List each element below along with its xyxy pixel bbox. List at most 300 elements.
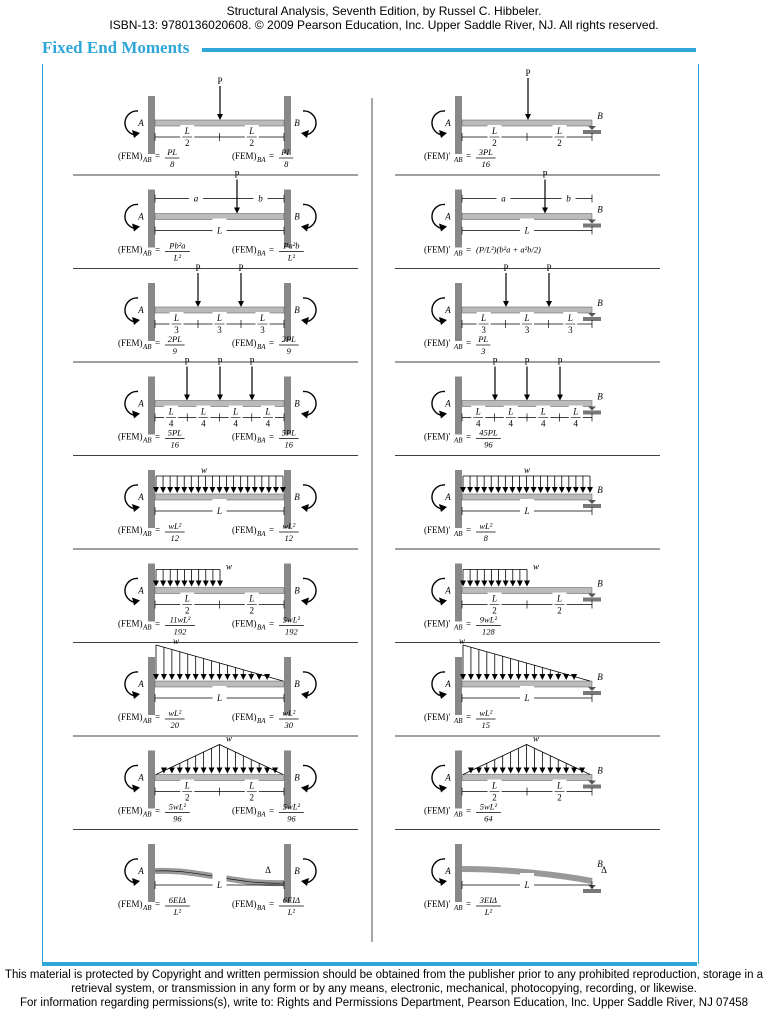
load-label: w [172,636,180,646]
end-b-label: B [597,672,603,682]
load-label: P [249,356,255,367]
dim-line [155,312,284,336]
end-b-label: B [294,118,300,128]
svg-text:16: 16 [170,439,180,450]
dim-line [155,686,284,710]
svg-text:4: 4 [265,418,271,429]
moment-b-arrow [301,672,316,699]
svg-text:PL: PL [478,334,489,344]
svg-text:4: 4 [201,418,206,429]
dim-line [462,219,592,243]
dim-line [155,593,284,617]
svg-text:L²: L² [287,252,296,263]
svg-text:16: 16 [284,439,294,450]
svg-text:AB: AB [143,810,152,819]
svg-text:AB: AB [143,623,152,632]
end-b-label: B [294,211,300,222]
svg-text:2PL: 2PL [281,334,296,344]
svg-text:L: L [540,406,546,417]
svg-text:2: 2 [492,138,497,148]
svg-text:L: L [491,780,498,791]
svg-text:L: L [216,225,223,236]
dim-line [462,499,592,523]
roller-support [588,126,596,130]
svg-text:=: = [155,151,161,161]
end-b-label: B [294,866,300,876]
svg-text:L: L [216,880,223,890]
beam [462,120,592,126]
svg-text:=: = [269,899,275,909]
wall-b [284,751,291,809]
wall-b [284,844,291,902]
dim-line [462,406,592,430]
svg-text:4: 4 [508,418,513,429]
svg-text:(FEM): (FEM) [118,525,143,535]
end-a-label: A [138,118,144,128]
svg-text:(FEM): (FEM) [118,338,143,348]
svg-text:(FEM)': (FEM)' [424,618,451,629]
svg-text:(P/L²)(b²a + a²b/2): (P/L²)(b²a + a²b/2) [476,244,541,255]
roller-support [588,313,596,317]
fem-ba [232,708,299,730]
svg-text:(FEM)': (FEM)' [424,244,451,255]
svg-text:L²: L² [173,907,182,917]
svg-text:L: L [491,593,498,604]
svg-text:AB: AB [454,810,463,819]
load-label: w [200,465,208,475]
svg-text:192: 192 [285,626,298,637]
svg-text:(FEM)': (FEM)' [424,151,451,161]
end-b-label: B [597,204,603,215]
wall-a [455,377,462,435]
roller-support [588,220,596,224]
end-a-label: A [138,211,144,222]
row-4-propped [424,357,603,450]
svg-text:=: = [466,525,472,535]
svg-text:AB: AB [454,249,463,258]
wall-b [284,190,291,248]
svg-text:4: 4 [541,418,546,429]
svg-text:5wL²: 5wL² [168,801,187,812]
svg-text:(FEM)': (FEM)' [424,712,451,722]
svg-text:L: L [481,313,487,323]
svg-text:=: = [155,805,161,816]
table-grid [73,98,660,942]
svg-text:=: = [269,151,275,161]
svg-text:2: 2 [249,605,254,616]
svg-text:64: 64 [484,813,493,824]
svg-text:L: L [249,126,255,136]
fem-ab-prime [424,615,501,637]
svg-text:BA: BA [257,436,266,445]
bottom-rule [42,962,697,966]
row-3-propped [424,263,603,356]
svg-text:L²: L² [287,907,296,917]
row-6-fixed-fixed [118,562,316,637]
fem-ba [232,241,304,263]
svg-text:wL²: wL² [282,521,296,531]
svg-text:BA: BA [257,249,266,258]
row-9-propped [424,844,607,917]
wall-a [148,283,155,341]
triangular-load [153,645,283,681]
svg-text:BA: BA [257,156,266,164]
wall-a [148,751,155,809]
svg-text:=: = [466,712,472,722]
load-label: P [184,356,190,367]
load-label: P [238,263,244,273]
point-load [546,273,552,307]
page-title: Fixed End Moments [42,38,190,57]
end-b-label: B [597,391,603,402]
dim-line [155,873,284,897]
svg-text:L: L [249,593,255,604]
row-6-propped [424,562,603,637]
svg-text:L: L [173,313,180,323]
svg-text:=: = [466,431,472,442]
svg-text:3: 3 [260,325,265,335]
svg-text:5wL²: 5wL² [282,801,301,812]
svg-text:BA: BA [257,717,266,725]
load-label: P [542,169,548,180]
svg-text:PL: PL [281,147,292,157]
end-a-label: A [138,679,144,689]
end-b-label: B [597,298,603,308]
point-load [217,86,223,120]
wall-b [284,657,291,715]
svg-text:3EIΔ: 3EIΔ [479,895,498,905]
load-label: P [525,68,531,78]
wall-a [148,190,155,248]
svg-text:PL: PL [167,147,178,157]
row-7-fixed-fixed [118,636,316,730]
load-label: P [492,356,498,367]
wall-a [148,96,155,154]
end-a-label: A [138,866,144,876]
svg-text:3: 3 [481,346,486,356]
fem-ab [118,615,195,637]
end-b-label: B [597,111,603,121]
end-a-label: A [138,305,144,315]
svg-text:AB: AB [143,343,152,351]
svg-text:=: = [155,712,161,722]
svg-text:(FEM): (FEM) [232,525,257,535]
table-cells [118,68,607,917]
svg-text:(FEM): (FEM) [118,431,143,442]
wall-a [148,564,155,622]
end-b-label: B [597,578,603,589]
dim-line [155,780,284,804]
wall-b [284,283,291,341]
moment-b-arrow [301,859,316,886]
svg-text:4: 4 [573,418,578,429]
svg-text:AB: AB [454,436,463,445]
roller-support [588,500,596,504]
svg-text:3PL: 3PL [478,147,493,157]
svg-text:(FEM)': (FEM)' [424,899,451,909]
svg-text:(FEM)': (FEM)' [424,338,451,348]
svg-text:AB: AB [143,249,152,258]
svg-text:AB: AB [143,530,152,538]
svg-text:L²: L² [173,252,182,263]
svg-text:AB: AB [454,343,463,351]
symmetric-triangular-load [463,745,590,775]
dim-a [462,187,545,211]
footer-line-3: For information regarding permissions(s), write to: Rights and Permissions Department, Pearson Education, Inc. Upper Saddle River, NJ 07458 [19,997,749,1009]
wall-b [284,564,291,622]
svg-text:wL²: wL² [479,521,493,531]
svg-text:4: 4 [476,418,481,429]
end-a-label: A [445,866,451,876]
svg-text:128: 128 [482,626,495,637]
svg-text:2: 2 [492,792,497,803]
load-label: w [533,561,540,572]
svg-text:8: 8 [483,533,488,543]
row-3-fixed-fixed [118,263,316,356]
dim-b [237,187,284,211]
end-b-label: B [294,398,300,409]
svg-text:9: 9 [286,346,291,356]
footer-line-1: This material is protected by Copyright and written permission should be obtained from the publisher prior to any prohibited reproduction, storage in a [4,969,764,981]
wall-a [455,283,462,341]
wall-a [148,377,155,435]
row-1-fixed-fixed [118,76,316,169]
svg-text:L: L [524,693,530,703]
svg-text:L: L [491,126,498,136]
svg-text:9: 9 [172,346,177,356]
svg-text:=: = [466,618,472,629]
point-load [492,367,498,401]
dim-line [155,219,284,243]
end-b-label: B [294,492,300,502]
symmetric-triangular-load [156,745,283,775]
svg-text:5PL: 5PL [281,427,296,438]
wall-a [455,190,462,248]
half-uniform-load [153,570,223,587]
dim-line [155,406,284,430]
end-a-label: A [445,492,451,502]
svg-text:5wL²: 5wL² [479,801,498,812]
uniform-load [460,476,593,493]
svg-text:3: 3 [174,325,179,335]
svg-text:L: L [249,780,255,791]
end-a-label: A [138,398,144,409]
end-b-label: B [597,859,603,869]
row-2-propped [424,170,603,258]
svg-text:6EIΔ: 6EIΔ [168,895,187,905]
fem-ba [232,802,304,824]
roller-support [588,781,596,785]
svg-text:b: b [258,193,263,204]
svg-text:wL²: wL² [479,708,493,718]
beam [155,120,284,126]
svg-text:AB: AB [454,530,463,538]
svg-text:3: 3 [524,325,530,335]
svg-text:AB: AB [143,436,152,445]
svg-text:AB: AB [143,904,152,912]
point-load [238,273,244,307]
wall-a [455,564,462,622]
svg-text:=: = [269,244,275,255]
svg-text:=: = [269,712,275,722]
svg-text:=: = [155,525,161,535]
svg-text:wL²: wL² [282,708,296,718]
svg-text:30: 30 [284,720,294,730]
load-label: P [234,169,240,180]
svg-text:L: L [200,406,206,417]
point-load [195,273,201,307]
svg-text:2: 2 [249,792,254,803]
wall-a [455,844,462,902]
moment-b-arrow [301,298,316,325]
svg-text:L: L [216,693,223,703]
row-2-fixed-fixed [118,170,316,263]
moment-b-arrow [301,204,316,231]
end-a-label: A [445,211,451,222]
svg-text:45PL: 45PL [479,427,498,438]
load-label: w [225,733,233,744]
load-label: P [546,263,552,273]
svg-text:(FEM): (FEM) [232,712,257,722]
dim-line [462,780,592,804]
end-a-label: A [138,772,144,783]
svg-text:2: 2 [249,138,254,148]
svg-text:12: 12 [284,533,294,543]
svg-text:9wL²: 9wL² [479,614,498,625]
uniform-load [153,476,286,493]
point-load [557,367,563,401]
svg-text:(FEM): (FEM) [118,712,143,722]
row-5-propped [424,465,603,543]
svg-text:96: 96 [484,439,493,450]
dim-line [462,125,592,149]
svg-text:AB: AB [454,904,463,912]
svg-text:(FEM)': (FEM)' [424,431,451,442]
load-label: P [217,356,223,367]
svg-text:3: 3 [481,325,486,335]
svg-text:192: 192 [173,626,187,637]
row-4-fixed-fixed [118,357,316,450]
svg-text:L: L [184,593,190,604]
wall-a [148,844,155,902]
end-b-label: B [294,305,300,315]
header-line-1: Structural Analysis, Seventh Edition, by Russel C. Hibbeler. [226,4,542,18]
moment-b-arrow [301,765,316,792]
fem-ba [232,334,299,356]
load-label: w [532,733,540,744]
svg-text:(FEM): (FEM) [232,151,257,161]
svg-text:4: 4 [233,418,238,429]
svg-text:Pa²b: Pa²b [283,240,300,251]
svg-text:=: = [269,431,275,442]
end-b-label: B [294,585,300,596]
point-load [184,367,190,401]
svg-text:L: L [184,780,190,791]
svg-text:(FEM): (FEM) [232,899,257,909]
wall-a [455,470,462,528]
svg-text:2PL: 2PL [167,334,182,344]
load-label: w [458,636,466,646]
svg-text:=: = [466,151,472,161]
svg-text:wL²: wL² [168,708,182,718]
fem-ab-prime [424,428,501,450]
wall-a [148,657,155,715]
svg-text:BA: BA [257,530,266,538]
moment-b-arrow [301,391,316,418]
svg-text:(FEM): (FEM) [232,618,257,629]
svg-text:8: 8 [170,159,175,169]
svg-text:2: 2 [185,605,190,616]
svg-text:(FEM)': (FEM)' [424,805,451,816]
svg-text:96: 96 [173,813,182,824]
delta-label: Δ [265,865,271,875]
end-a-label: A [445,118,451,128]
svg-text:L: L [556,126,563,136]
svg-text:L: L [259,313,266,323]
end-b-label: B [597,485,603,495]
svg-text:(FEM): (FEM) [118,151,143,161]
svg-text:2: 2 [557,138,562,148]
svg-text:2: 2 [557,792,562,803]
svg-text:AB: AB [454,156,463,164]
end-b-label: B [597,765,603,776]
load-label: P [217,76,223,86]
svg-text:=: = [155,431,161,442]
row-5-fixed-fixed [118,465,316,543]
svg-text:L: L [573,406,579,417]
beam [155,588,284,594]
svg-text:2: 2 [185,138,190,148]
svg-text:L: L [508,406,514,417]
svg-text:L: L [524,313,530,323]
svg-text:(FEM): (FEM) [232,431,257,442]
svg-text:L: L [184,126,190,136]
svg-text:4: 4 [168,418,174,429]
delta-label: Δ [601,865,607,875]
fem-ba [232,615,304,637]
moment-b-arrow [301,578,316,605]
svg-text:L: L [216,313,223,323]
dim-a [155,187,237,211]
load-label: w [523,465,531,475]
svg-text:(FEM): (FEM) [118,899,143,909]
row-8-fixed-fixed [118,734,316,824]
wall-b [284,96,291,154]
svg-text:8: 8 [284,159,289,169]
svg-text:2: 2 [492,605,497,616]
beam [462,588,592,594]
row-9-fixed-fixed [118,844,316,917]
svg-text:L: L [524,225,530,236]
fem-ba [232,895,304,917]
load-label: w [226,561,233,572]
svg-text:L: L [556,593,563,604]
end-a-label: A [445,585,451,596]
point-load [217,367,223,401]
svg-text:16: 16 [481,159,491,169]
half-uniform-load [460,570,530,587]
svg-text:L: L [567,313,573,323]
svg-text:BA: BA [257,810,266,819]
wall-a [455,96,462,154]
end-a-label: A [445,772,451,783]
svg-text:L: L [524,506,530,516]
svg-text:96: 96 [287,813,296,824]
end-a-label: A [445,305,451,315]
svg-text:(FEM): (FEM) [232,805,257,816]
row-7-propped [424,636,603,730]
svg-text:12: 12 [170,533,180,543]
